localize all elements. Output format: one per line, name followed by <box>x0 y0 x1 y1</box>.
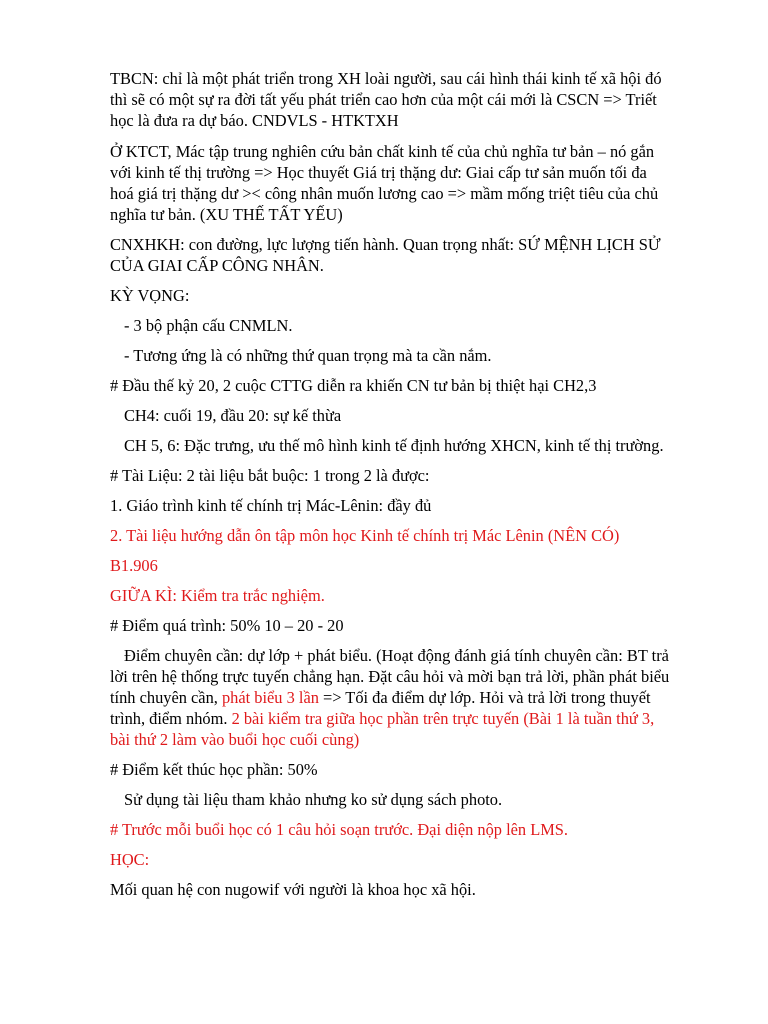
heading-diem-ket-thuc: # Điểm kết thúc học phần: 50% <box>110 760 318 779</box>
paragraph-ch56: CH 5, 6: Đặc trưng, ưu thế mô hình kinh tế định hướng XHCN, kinh tế thị trường. <box>124 436 664 455</box>
paragraph-diem-chuyen-can <box>110 645 670 750</box>
heading-hoc: HỌC: <box>110 850 150 869</box>
midterm-note: GIỮA KÌ: Kiểm tra trắc nghiệm. <box>110 586 325 605</box>
paragraph-moi-quan-he: Mối quan hệ con nugowif với người là khoa học xã hội. <box>110 880 476 899</box>
paragraph-tai-lieu-tham-khao: Sử dụng tài liệu tham khảo nhưng ko sử dụng sách photo. <box>124 790 503 809</box>
paragraph-ch4: CH4: cuối 19, đầu 20: sự kế thừa <box>124 406 342 425</box>
bullet-item-2: - Tương ứng là có những thứ quan trọng mà ta cần nắm. <box>124 346 492 365</box>
reference-item-1: 1. Giáo trình kinh tế chính trị Mác-Lênin: đầy đủ <box>110 496 432 515</box>
attendance-highlight-kiem-tra: 2 bài kiểm tra giữa học phần trên trực tuyến (Bài 1 là tuần thứ 3, bài thứ 2 làm vào buổi học cuối cùng) <box>110 709 655 749</box>
heading-tai-lieu: # Tài Liệu: 2 tài liệu bắt buộc: 1 trong 2 là được: <box>110 466 430 485</box>
room-code: B1.906 <box>110 556 158 575</box>
bullet-item-1: - 3 bộ phận cấu CNMLN. <box>124 316 293 335</box>
attendance-highlight-phat-bieu: phát biểu 3 lần <box>221 688 319 707</box>
paragraph-cnxhkh: CNXHKH: con đường, lực lượng tiến hành. Quan trọng nhất: SỨ MỆNH LỊCH SỬ CỦA GIAI CẤP CÔNG NHÂN. <box>110 235 661 275</box>
paragraph-ktct: Ở KTCT, Mác tập trung nghiên cứu bản chất kinh tế của chủ nghĩa tư bản – nó gắn với kinh tế thị trường => Học thuyết Giá trị thặng dư: Giai cấp tư sản muốn tối đa hoá giá trị thặng dư >< công nhân muốn lương cao => mầm mống triệt tiêu của chủ nghĩa tư bản. (XU THẾ TẤT YẾU) <box>110 142 659 224</box>
attendance-text-c: => Tối đa điểm dự lớp. Hỏi và trả lời trong thuyết trình, điểm nhóm. <box>110 688 651 728</box>
reference-item-2: 2. Tài liệu hướng dẫn ôn tập môn học Kinh tế chính trị Mác Lênin (NÊN CÓ) <box>110 526 620 545</box>
paragraph-cttg: # Đầu thế kỷ 20, 2 cuộc CTTG diễn ra khiến CN tư bản bị thiệt hại CH2,3 <box>110 376 597 395</box>
attendance-text-a: Điểm chuyên cần: dự lớp + phát biểu. (Hoạt động đánh giá tính chuyên cần: BT trả lời trên hệ thống trực tuyến chẳng hạn. Đặt câu hỏi và mời bạn trả lời, phần phát biểu tính chuyên cần, <box>110 646 670 707</box>
document-page <box>110 68 670 909</box>
paragraph-tbcn: TBCN: chỉ là một phát triển trong XH loài người, sau cái hình thái kinh tế xã hội đó thì sẽ có một sự ra đời tất yếu phát triển cao hơn của một cái mới là CSCN => Triết học là đưa ra dự báo. CNDVLS - HTKTXH <box>110 69 662 130</box>
paragraph-cau-hoi-soan-truoc: # Trước mỗi buổi học có 1 câu hỏi soạn trước. Đại diện nộp lên LMS. <box>110 820 569 839</box>
heading-ky-vong: KỲ VỌNG: <box>110 286 190 305</box>
heading-diem-qua-trinh: # Điểm quá trình: 50% 10 – 20 - 20 <box>110 616 344 635</box>
